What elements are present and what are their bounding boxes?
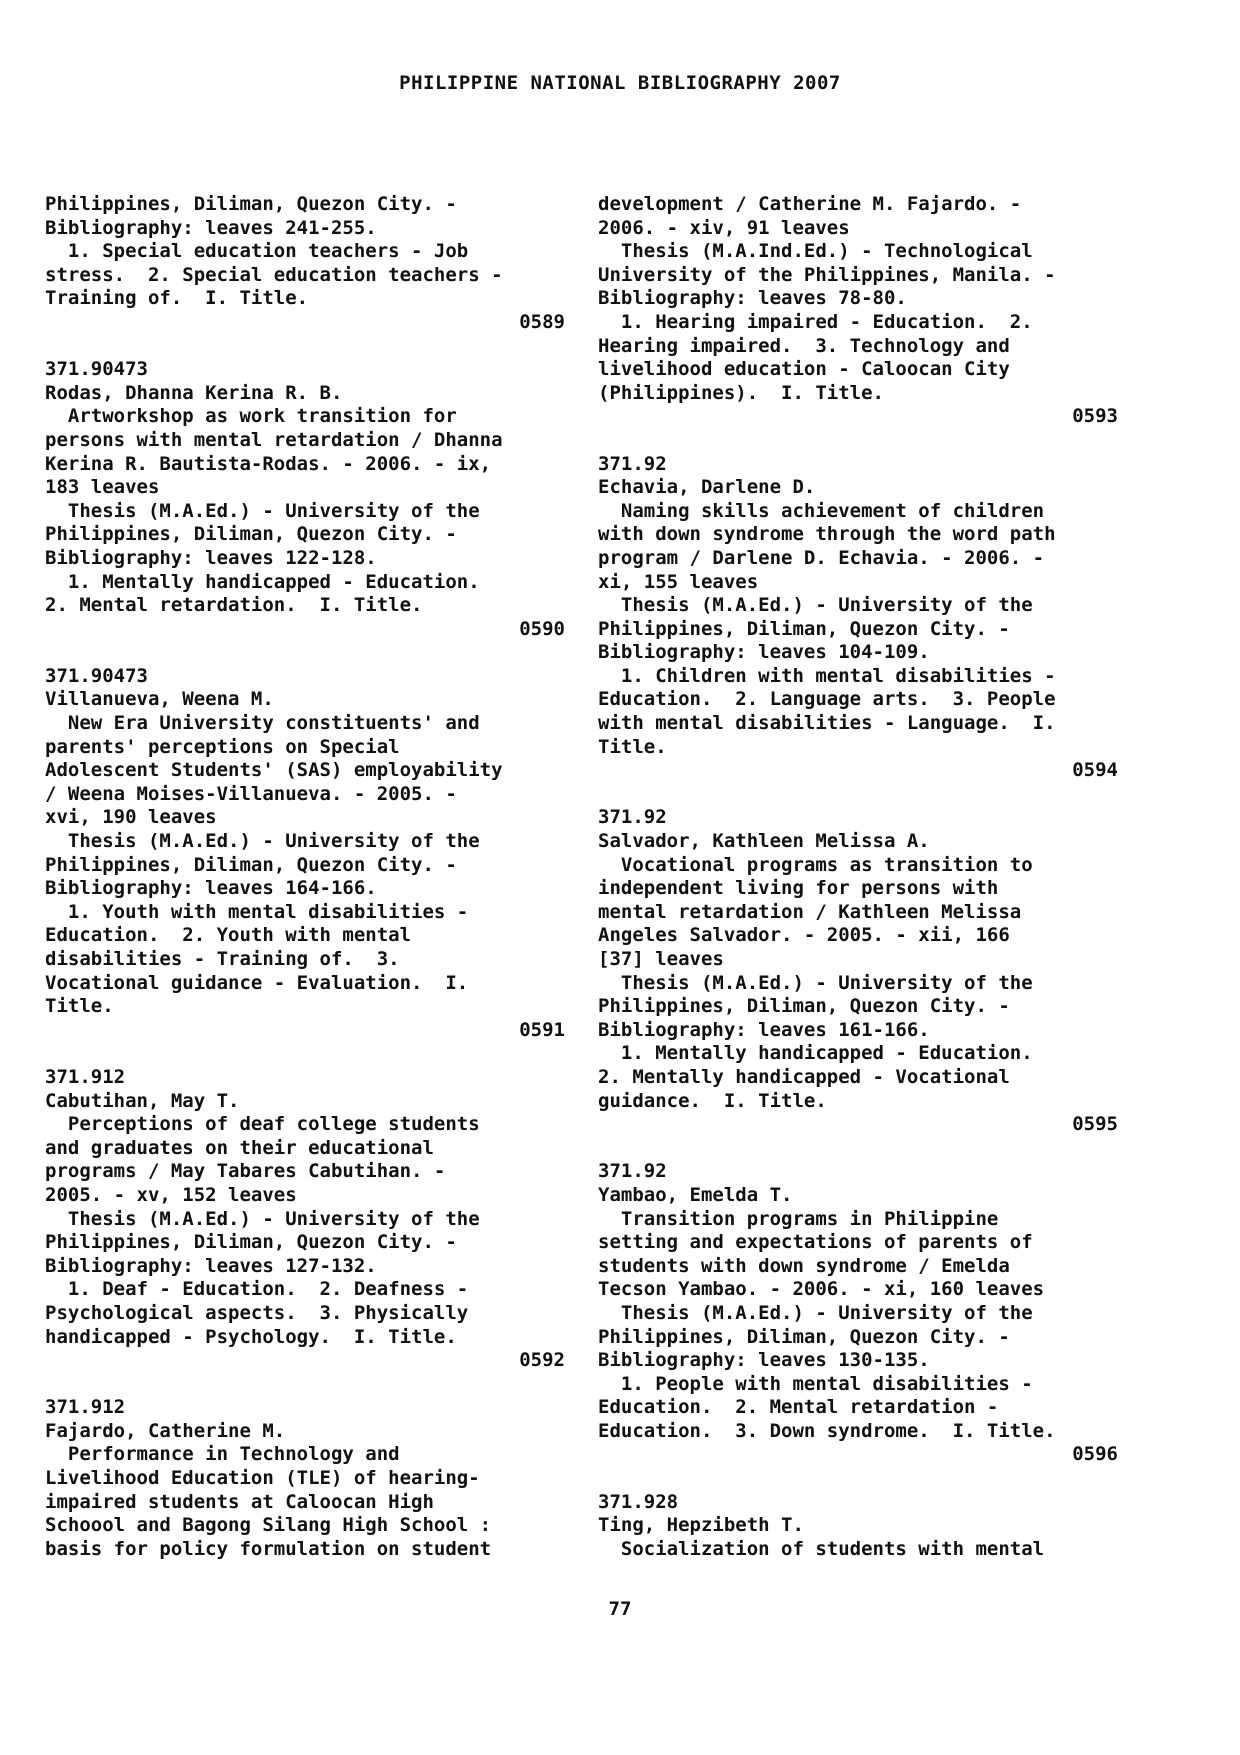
right-column [598,193,1118,1561]
text-line: 2005. - xv, 152 leaves [45,1183,297,1206]
text-line: Rodas, Dhanna Kerina R. B. [45,381,343,404]
text-line: Education. 2. Mental retardation - [598,1396,999,1419]
text-line: Bibliography: leaves 122-128. [45,546,377,569]
text-line: Thesis (M.A.Ed.) - University of the [45,1207,480,1230]
text-line: Naming skills achievement of children [598,499,1045,522]
text-line: 2006. - xiv, 91 leaves [598,216,850,239]
text-line [45,1042,565,1066]
text-line: Artworkshop as work transition for [45,405,457,428]
text-line: 2. Mental retardation. I. Title. [45,594,423,617]
text-line: Philippines, Diliman, Quezon City. - [45,1231,457,1254]
text-line: and graduates on their educational [45,1136,434,1159]
text-line: Socialization of students with mental [598,1537,1045,1560]
text-line: Thesis (M.A.Ed.) - University of the [45,499,480,522]
text-line: Perceptions of deaf college students [45,1113,480,1136]
text-line: programs / May Tabares Cabutihan. - [45,1160,446,1183]
text-line: Bibliography: leaves 104-109. [598,641,930,664]
text-line: Bibliography: leaves 241-255. [45,216,377,239]
text-line [598,1467,1118,1491]
text-line: development / Catherine M. Fajardo. - [598,193,1022,215]
text-line: Transition programs in Philippine [598,1207,999,1230]
text-line: Thesis (M.A.Ed.) - University of the [598,1301,1033,1324]
text-line: Philippines, Diliman, Quezon City. - [598,617,1010,640]
text-line: 371.90473 [45,664,148,687]
text-line: University of the Philippines, Manila. - [598,263,1056,286]
text-line: Bibliography: leaves 127-132. [45,1254,377,1277]
text-line: Adolescent Students' (SAS) employability [45,759,503,782]
text-line: disabilities - Training of. 3. [45,948,400,970]
text-line: handicapped - Psychology. I. Title. [45,1325,457,1348]
text-line: (Philippines). I. Title. [598,381,884,404]
text-line: Title. [598,735,667,758]
text-line: 1. Deaf - Education. 2. Deafness - [45,1278,469,1301]
text-line: 371.92 [598,452,667,475]
text-line: Philippines, Diliman, Quezon City. - [45,193,457,215]
text-line: 183 leaves [45,476,160,499]
text-line: program / Darlene D. Echavia. - 2006. - [598,546,1045,569]
text-line: 2. Mentally handicapped - Vocational [598,1065,1010,1088]
text-line [598,1137,1118,1161]
text-line: Cabutihan, May T. [45,1089,240,1112]
entry-number: 0594 [1072,759,1118,782]
text-line: Vocational guidance - Evaluation. I. [45,971,469,994]
text-line: 1. Children with mental disabilities - [598,664,1056,687]
text-line: mental retardation / Kathleen Melissa [598,900,1022,923]
text-line: Philippines, Diliman, Quezon City. - [45,523,457,546]
text-line: persons with mental retardation / Dhanna [45,428,503,451]
text-line: Villanueva, Weena M. [45,688,274,711]
text-line: Kerina R. Bautista-Rodas. - 2006. - ix, [45,452,492,475]
entry-number: 0591 [519,1018,565,1041]
text-line: basis for policy formulation on student [45,1537,492,1560]
text-line [45,1373,565,1397]
text-line: Bibliography: leaves 161-166. [598,1018,930,1041]
text-line: independent living for persons with [598,877,999,900]
entry-number: 0589 [519,310,565,333]
text-line: Training of. I. Title. [45,287,309,310]
text-line: livelihood education - Caloocan City [598,358,1010,381]
page-header: PHILIPPINE NATIONAL BIBLIOGRAPHY 2007 [399,72,841,94]
text-line: xvi, 190 leaves [45,806,217,829]
entry-number: 0596 [1072,1443,1118,1466]
text-line: Fajardo, Catherine M. [45,1419,286,1442]
text-line: 371.912 [45,1065,126,1088]
text-line: parents' perceptions on Special [45,735,400,758]
page-number: 77 [608,1598,632,1620]
text-line: Thesis (M.A.Ed.) - University of the [45,830,480,853]
text-line [598,783,1118,807]
text-line: Thesis (M.A.Ed.) - University of the [598,971,1033,994]
text-line: 1. Mentally handicapped - Education. [45,570,480,593]
text-line: Thesis (M.A.Ed.) - University of the [598,594,1033,617]
entry-number: 0592 [519,1349,565,1372]
text-line: Yambao, Emelda T. [598,1183,793,1206]
text-line: Bibliography: leaves 164-166. [45,877,377,900]
text-line: Psychological aspects. 3. Physically [45,1301,469,1324]
text-line: New Era University constituents' and [45,712,480,735]
text-line: Performance in Technology and [45,1443,400,1466]
text-line: setting and expectations of parents of [598,1231,1033,1254]
text-line: xi, 155 leaves [598,570,759,593]
text-line: 371.92 [598,1160,667,1183]
text-line: Philippines, Diliman, Quezon City. - [45,853,457,876]
text-line: Angeles Salvador. - 2005. - xii, 166 [598,924,1010,947]
entry-number: 0593 [1072,405,1118,428]
text-line: Salvador, Kathleen Melissa A. [598,830,930,853]
text-line: Hearing impaired. 3. Technology and [598,334,1010,357]
text-line: 1. Youth with mental disabilities - [45,900,469,923]
text-line: Livelihood Education (TLE) of hearing- [45,1467,480,1490]
text-line: [37] leaves [598,948,724,970]
text-line: with down syndrome through the word path [598,523,1056,546]
entry-number: 0590 [519,617,565,640]
text-line: with mental disabilities - Language. I. [598,712,1056,735]
text-line [598,429,1118,453]
text-line: / Weena Moises-Villanueva. - 2005. - [45,782,457,805]
text-line: Philippines, Diliman, Quezon City. - [598,995,1010,1018]
text-line: impaired students at Caloocan High [45,1490,434,1513]
text-line: Education. 2. Language arts. 3. People [598,688,1056,711]
text-line: students with down syndrome / Emelda [598,1254,1010,1277]
text-line: 371.92 [598,806,667,829]
text-line: Bibliography: leaves 78-80. [598,287,907,310]
text-line [45,335,565,359]
text-line: Education. 3. Down syndrome. I. Title. [598,1419,1056,1442]
text-line [45,641,565,665]
text-line: Ting, Hepzibeth T. [598,1514,804,1537]
text-line: Echavia, Darlene D. [598,476,816,499]
text-line: 1. Hearing impaired - Education. 2. [598,310,1033,333]
text-line: 371.928 [598,1490,679,1513]
entry-number: 0595 [1072,1113,1118,1136]
text-line: 1. People with mental disabilities - [598,1372,1033,1395]
text-line: 371.912 [45,1396,126,1419]
text-line: guidance. I. Title. [598,1089,827,1112]
text-line: Schoool and Bagong Silang High School : [45,1514,492,1537]
text-line: Bibliography: leaves 130-135. [598,1349,930,1372]
text-line: Philippines, Diliman, Quezon City. - [598,1325,1010,1348]
text-line: Vocational programs as transition to [598,853,1033,876]
text-line: 371.90473 [45,358,148,381]
text-line: Tecson Yambao. - 2006. - xi, 160 leaves [598,1278,1045,1301]
text-line: 1. Special education teachers - Job [45,240,469,263]
text-line: Title. [45,995,114,1018]
text-line: Education. 2. Youth with mental [45,924,412,947]
text-line: stress. 2. Special education teachers - [45,263,503,286]
text-line: Thesis (M.A.Ind.Ed.) - Technological [598,240,1033,263]
text-line: 1. Mentally handicapped - Education. [598,1042,1033,1065]
left-column [45,193,565,1561]
